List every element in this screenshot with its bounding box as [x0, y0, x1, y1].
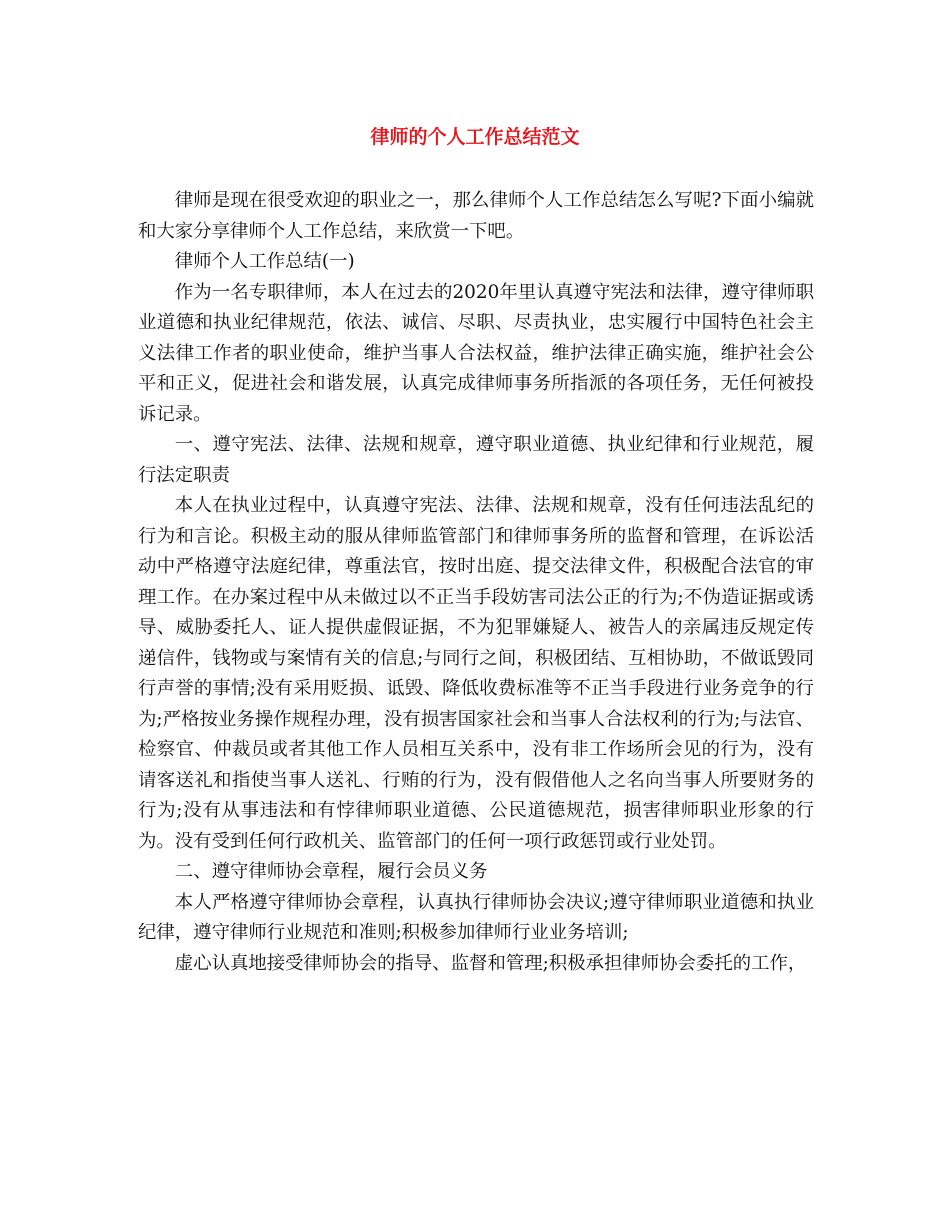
section-heading-one: 一、遵守宪法、法律、法规和规章，遵守职业道德、执业纪律和行业规范，履行法定职责 — [138, 434, 814, 486]
document-body — [138, 186, 814, 979]
paragraph-intro: 律师是现在很受欢迎的职业之一，那么律师个人工作总结怎么写呢?下面小编就和大家分享律师个人工作总结，来欣赏一下吧。 — [138, 190, 814, 242]
section-heading-two: 二、遵守律师协会章程，履行会员义务 — [174, 861, 488, 882]
paragraph-guidance: 虚心认真地接受律师协会的指导、监督和管理;积极承担律师协会委托的工作， — [174, 952, 807, 974]
paragraph-overview: 作为一名专职律师，本人在过去的2020年里认真遵守宪法和法律，遵守律师职业道德和执业纪律规范，依法、诚信、尽职、尽责执业，忠实履行中国特色社会主义法律工作者的职业使命，维护当事人合法权益，维护法律正确实施，维护社会公平和正义，促进社会和谐发展，认真完成律师事务所指派的各项任务，无任何被投诉记录。 — [138, 281, 814, 425]
paragraph-conduct: 本人在执业过程中，认真遵守宪法、法律、法规和规章，没有任何违法乱纪的行为和言论。积极主动的服从律师监管部门和律师事务所的监督和管理，在诉讼活动中严格遵守法庭纪律，尊重法官，按时出庭、提交法律文件，积极配合法官的审理工作。在办案过程中从未做过以不正当手段妨害司法公正的行为;不伪造证据或诱导、威胁委托人、证人提供虚假证据，不为犯罪嫌疑人、被告人的亲属违反规定传递信件，钱物或与案情有关的信息;与同行之间，积极团结、互相协助，不做诋毁同行声誉的事情;没有采用贬损、诋毁、降低收费标准等不正当手段进行业务竞争的行为;严格按业务操作规程办理，没有损害国家社会和当事人合法权利的行为;与法官、检察官、仲裁员或者其他工作人员相互关系中，没有非工作场所会见的行为，没有请客送礼和指使当事人送礼、行贿的行为，没有假借他人之名向当事人所要财务的行为;没有从事违法和有悖律师职业道德、公民道德规范，损害律师职业形象的行为。没有受到任何行政机关、监管部门的任何一项行政惩罚或行业处罚。 — [138, 495, 814, 852]
paragraph-association: 本人严格遵守律师协会章程，认真执行律师协会决议;遵守律师职业道德和执业纪律，遵守律师行业规范和准则;积极参加律师行业业务培训; — [138, 891, 814, 943]
section-heading-summary-one: 律师个人工作总结(一) — [174, 251, 355, 272]
document-title: 律师的个人工作总结范文 — [370, 126, 580, 148]
